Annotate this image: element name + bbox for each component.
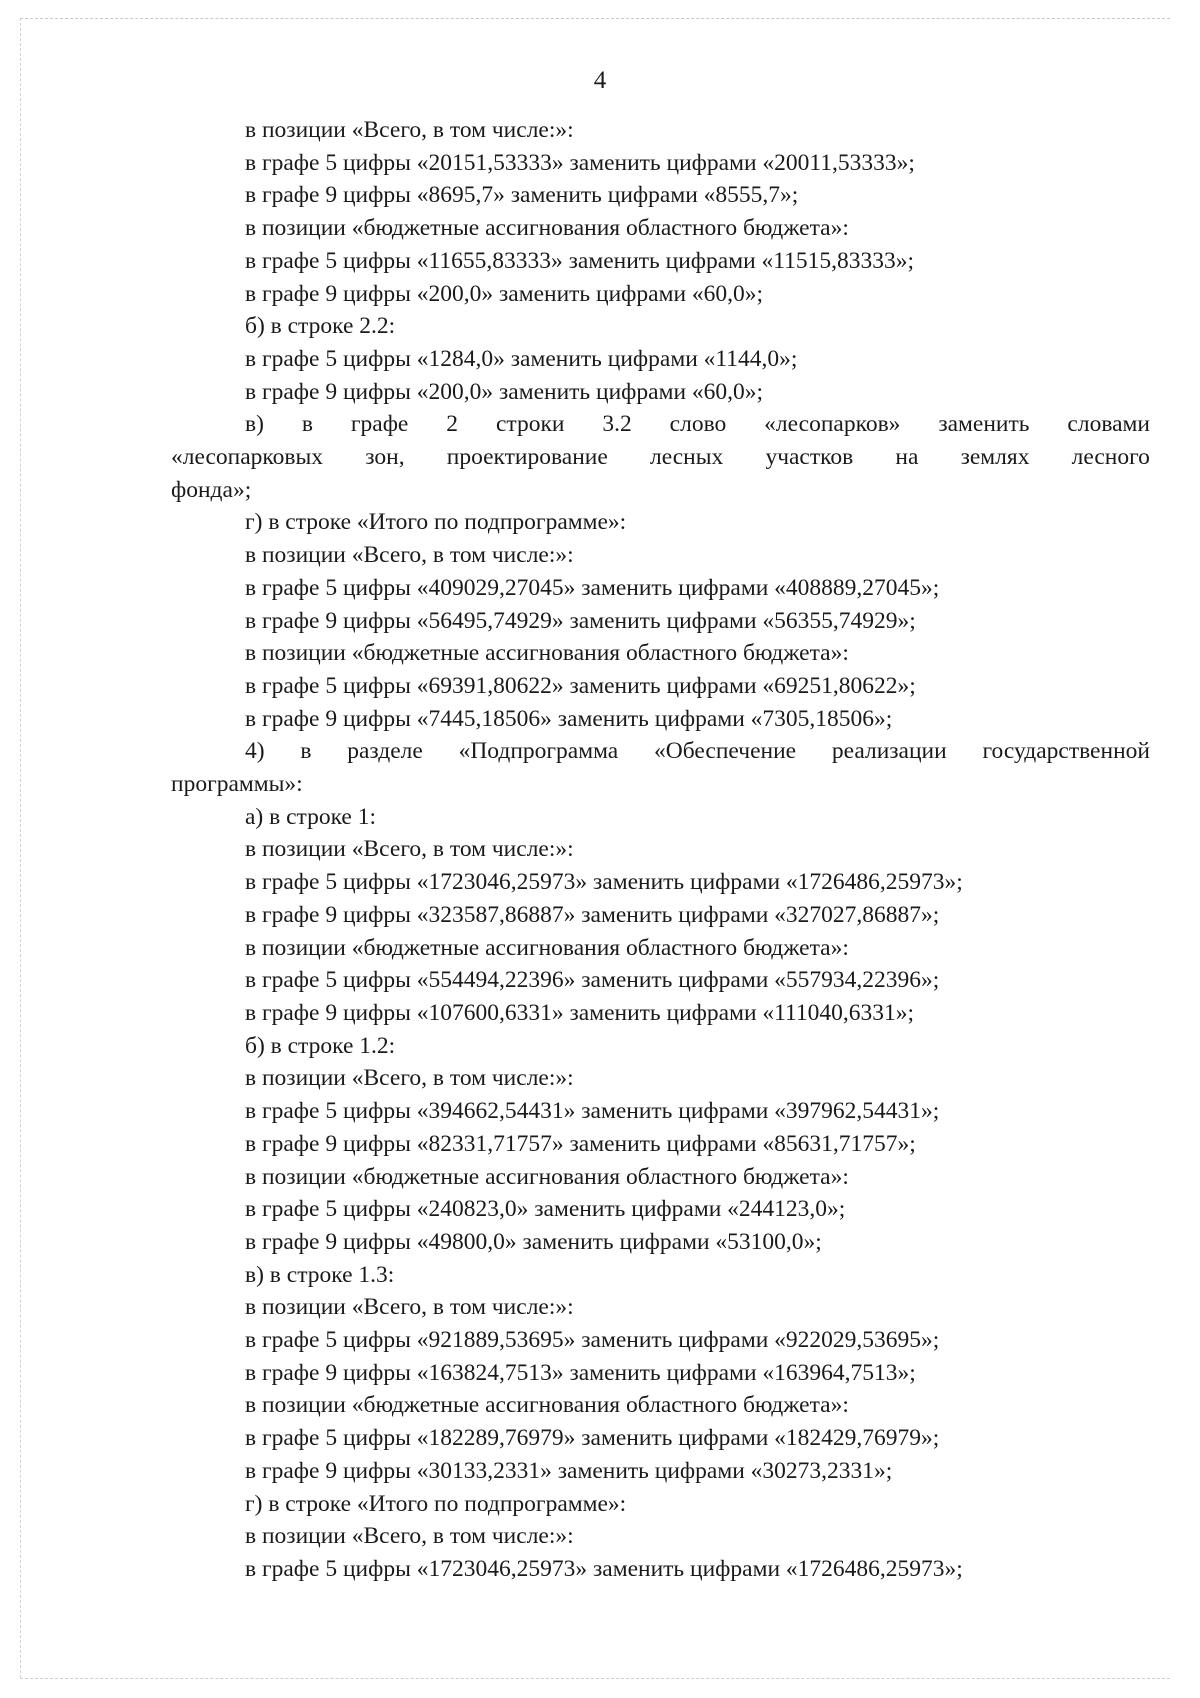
text-line: программы»: [171,771,303,798]
paragraph-v-line-2 [171,441,1150,474]
text-line: в позиции «бюджетные ассигнования областного бюджета»: [245,640,849,667]
text-line: в позиции «бюджетные ассигнования областного бюджета»: [245,1392,849,1419]
text-line: в позиции «Всего, в том числе:»: [245,1065,574,1092]
word: заменить [938,411,1030,438]
text-line: г) в строке «Итого по подпрограмме»: [245,509,627,536]
text-line: в позиции «Всего, в том числе:»: [245,117,574,143]
word: графе [350,411,409,438]
text-line: в графе 5 цифры «182289,76979» заменить цифрами «182429,76979»; [245,1425,940,1452]
paragraph-4-line-1 [171,735,1150,768]
word: лесного [1071,444,1150,471]
word: в) [245,411,264,438]
text-line: в графе 5 цифры «20151,53333» заменить цифрами «20011,53333»; [245,149,915,176]
text-line: в графе 5 цифры «1284,0» заменить цифрами «1144,0»; [245,345,798,372]
text-line: в позиции «бюджетные ассигнования областного бюджета»: [245,215,849,242]
word: государственной [982,738,1150,765]
text-line: в графе 5 цифры «1723046,25973» заменить цифрами «1726486,25973»; [245,869,963,896]
paragraph-v-line-1 [171,408,1150,441]
word: «Подпрограмма [458,738,619,765]
text-line: в графе 9 цифры «7445,18506» заменить цифрами «7305,18506»; [245,705,893,732]
text-line: в позиции «Всего, в том числе:»: [245,1523,574,1550]
text-line: в графе 9 цифры «200,0» заменить цифрами «60,0»; [245,280,764,307]
text-line: в графе 9 цифры «30133,2331» заменить цифрами «30273,2331»; [245,1457,893,1484]
word: на [895,444,919,471]
text-line: в графе 5 цифры «394662,54431» заменить цифрами «397962,54431»; [245,1098,940,1125]
text-line-justified [171,441,1150,474]
text-line: в графе 5 цифры «1723046,25973» заменить цифрами «1726486,25973»; [245,1555,963,1582]
word: «лесопарков» [764,411,901,438]
word: 3.2 [602,411,632,438]
word: лесных [649,444,724,471]
text-line: в графе 9 цифры «107600,6331» заменить цифрами «111040,6331»; [245,999,915,1026]
text-line: в позиции «бюджетные ассигнования областного бюджета»: [245,934,849,961]
text-line: в позиции «Всего, в том числе:»: [245,1294,574,1321]
text-line: в графе 9 цифры «82331,71757» заменить цифрами «85631,71757»; [245,1130,916,1157]
text-line: в графе 9 цифры «200,0» заменить цифрами «60,0»; [245,378,764,405]
text-line: в графе 5 цифры «921889,53695» заменить цифрами «922029,53695»; [245,1327,940,1354]
word: зон, [365,444,405,471]
text-line: в графе 5 цифры «554494,22396» заменить цифрами «557934,22396»; [245,967,940,994]
text-line: в графе 9 цифры «56495,74929» заменить цифрами «56355,74929»; [245,607,916,634]
text-line: в графе 9 цифры «163824,7513» заменить цифрами «163964,7513»; [245,1359,916,1386]
text-line: в позиции «бюджетные ассигнования областного бюджета»: [245,1163,849,1190]
text-line: в графе 9 цифры «323587,86887» заменить цифрами «327027,86887»; [245,901,940,928]
text-line: в графе 5 цифры «409029,27045» заменить цифрами «408889,27045»; [245,574,940,601]
word: разделе [347,738,423,765]
word: «Обеспечение [654,738,797,765]
word: слово [669,411,727,438]
word: 4) [245,738,265,765]
text-line: в графе 5 цифры «69391,80622» заменить цифрами «69251,80622»; [245,672,916,699]
text-line: в позиции «Всего, в том числе:»: [245,542,574,569]
text-line: в позиции «Всего, в том числе:»: [245,836,574,863]
text-line: в графе 9 цифры «8695,7» заменить цифрами «8555,7»; [245,182,799,209]
text-line: б) в строке 1.2: [245,1032,396,1059]
word: в [301,411,313,438]
text-line: б) в строке 2.2: [245,313,396,340]
scan-edge-top [20,18,1170,19]
scan-edge-bottom [20,1678,1170,1679]
text-line: в графе 5 цифры «240823,0» заменить цифрами «244123,0»; [245,1196,846,1223]
word: «лесопарковых [171,444,324,471]
word: проектирование [446,444,608,471]
text-line: а) в строке 1: [245,803,377,830]
text-line: в) в строке 1.3: [245,1261,395,1288]
word: 2 [446,411,459,438]
text-line: фонда»; [171,476,252,503]
word: словами [1067,411,1150,438]
document-body [171,114,1150,1586]
word: реализации [831,738,947,765]
word: в [300,738,312,765]
word: участков [765,444,854,471]
word: строки [495,411,565,438]
page-number: 4 [593,67,607,94]
text-line: в графе 5 цифры «11655,83333» заменить цифрами «11515,83333»; [245,247,915,274]
scan-edge-left [20,18,21,1678]
text-line: г) в строке «Итого по подпрограмме»: [245,1490,627,1517]
text-line: в графе 9 цифры «49800,0» заменить цифрами «53100,0»; [245,1228,822,1255]
word: землях [960,444,1030,471]
